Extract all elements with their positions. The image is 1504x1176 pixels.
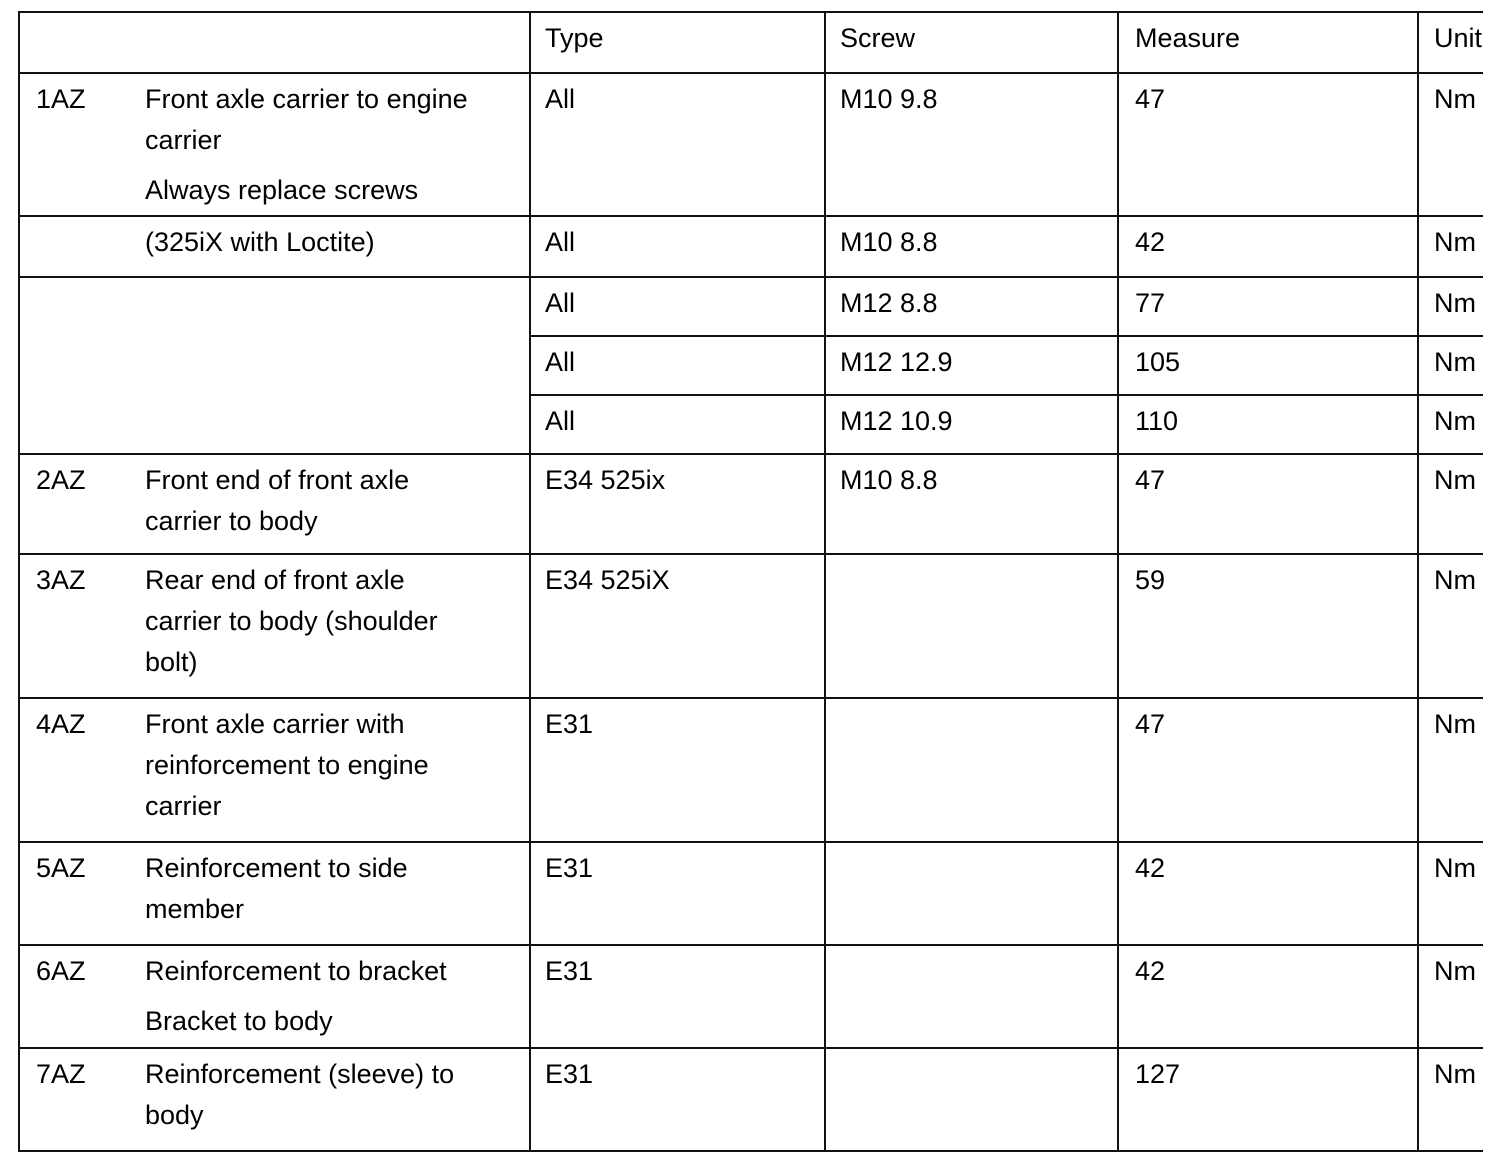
description-line: reinforcement to engine — [145, 750, 429, 780]
cell-code — [19, 277, 145, 454]
cell-unit: Nm — [1418, 1048, 1483, 1151]
table-row — [19, 277, 1483, 336]
cell-screw: M10 9.8 — [825, 73, 1118, 216]
cell-description — [145, 945, 530, 1048]
cell-measure: 105 — [1118, 336, 1418, 395]
cell-code: 2AZ — [19, 454, 145, 554]
cell-measure: 47 — [1118, 454, 1418, 554]
cell-screw: M10 8.8 — [825, 216, 1118, 277]
description-line: Front axle carrier with — [145, 709, 405, 739]
table-row — [19, 73, 1483, 216]
description-line: Front end of front axle — [145, 465, 410, 495]
cell-screw: M12 12.9 — [825, 336, 1118, 395]
cell-type: All — [530, 216, 825, 277]
header-type: Type — [530, 12, 825, 73]
torque-specification-table — [18, 11, 1483, 1152]
cell-type: All — [530, 73, 825, 216]
cell-code: 1AZ — [19, 73, 145, 216]
cell-screw — [825, 1048, 1118, 1151]
cell-code: 7AZ — [19, 1048, 145, 1151]
table-row — [19, 454, 1483, 554]
description-line: (325iX with Loctite) — [145, 227, 375, 257]
cell-screw: M12 10.9 — [825, 395, 1118, 454]
cell-screw — [825, 842, 1118, 945]
cell-type: E31 — [530, 842, 825, 945]
cell-code: 3AZ — [19, 554, 145, 698]
table-row — [19, 216, 1483, 277]
cell-unit: Nm — [1418, 554, 1483, 698]
cell-description — [145, 1048, 530, 1151]
cell-description — [145, 216, 530, 277]
table-row — [19, 842, 1483, 945]
table-row — [19, 698, 1483, 842]
cell-measure: 42 — [1118, 216, 1418, 277]
cell-code: 6AZ — [19, 945, 145, 1048]
cell-type: All — [530, 277, 825, 336]
description-line: Reinforcement to side — [145, 853, 408, 883]
header-unit: Unit — [1418, 12, 1483, 73]
cell-code — [19, 216, 145, 277]
cell-screw — [825, 554, 1118, 698]
description-line: carrier — [145, 791, 222, 821]
cell-unit: Nm — [1418, 395, 1483, 454]
cell-description — [145, 842, 530, 945]
cell-unit: Nm — [1418, 454, 1483, 554]
header-description — [145, 12, 530, 73]
cell-code: 5AZ — [19, 842, 145, 945]
cell-unit: Nm — [1418, 336, 1483, 395]
description-line: Reinforcement (sleeve) to — [145, 1059, 455, 1089]
cell-measure: 110 — [1118, 395, 1418, 454]
description-line: Rear end of front axle — [145, 565, 405, 595]
cell-description — [145, 698, 530, 842]
cell-unit: Nm — [1418, 698, 1483, 842]
cell-unit: Nm — [1418, 945, 1483, 1048]
cell-description — [145, 277, 530, 454]
table-row — [19, 945, 1483, 1048]
table-row — [19, 1048, 1483, 1151]
cell-type: E34 525iX — [530, 554, 825, 698]
cell-measure: 77 — [1118, 277, 1418, 336]
header-code — [19, 12, 145, 73]
cell-description — [145, 554, 530, 698]
header-measure: Measure — [1118, 12, 1418, 73]
cell-screw: M10 8.8 — [825, 454, 1118, 554]
description-line: bolt) — [145, 647, 198, 677]
table-header-row — [19, 12, 1483, 73]
description-line: Always replace screws — [145, 175, 419, 205]
cell-unit: Nm — [1418, 73, 1483, 216]
cell-measure: 47 — [1118, 73, 1418, 216]
description-line: Reinforcement to bracket — [145, 956, 447, 986]
cell-description — [145, 73, 530, 216]
description-line: carrier — [145, 125, 222, 155]
cell-screw: M12 8.8 — [825, 277, 1118, 336]
description-line: Front axle carrier to engine — [145, 84, 468, 114]
cell-unit: Nm — [1418, 277, 1483, 336]
description-line: body — [145, 1100, 204, 1130]
cell-type: All — [530, 336, 825, 395]
table-row — [19, 554, 1483, 698]
description-line: member — [145, 894, 245, 924]
cell-unit: Nm — [1418, 842, 1483, 945]
header-screw: Screw — [825, 12, 1118, 73]
cell-type: E31 — [530, 945, 825, 1048]
description-line: carrier to body — [145, 506, 318, 536]
cell-description — [145, 454, 530, 554]
cell-type: E31 — [530, 698, 825, 842]
cell-screw — [825, 945, 1118, 1048]
cell-measure: 59 — [1118, 554, 1418, 698]
description-line: carrier to body (shoulder — [145, 606, 438, 636]
description-line: Bracket to body — [145, 1006, 333, 1036]
cell-code: 4AZ — [19, 698, 145, 842]
cell-type: E34 525ix — [530, 454, 825, 554]
cell-screw — [825, 698, 1118, 842]
cell-measure: 127 — [1118, 1048, 1418, 1151]
cell-type: E31 — [530, 1048, 825, 1151]
cell-type: All — [530, 395, 825, 454]
cell-measure: 42 — [1118, 842, 1418, 945]
cell-measure: 42 — [1118, 945, 1418, 1048]
cell-unit: Nm — [1418, 216, 1483, 277]
cell-measure: 47 — [1118, 698, 1418, 842]
